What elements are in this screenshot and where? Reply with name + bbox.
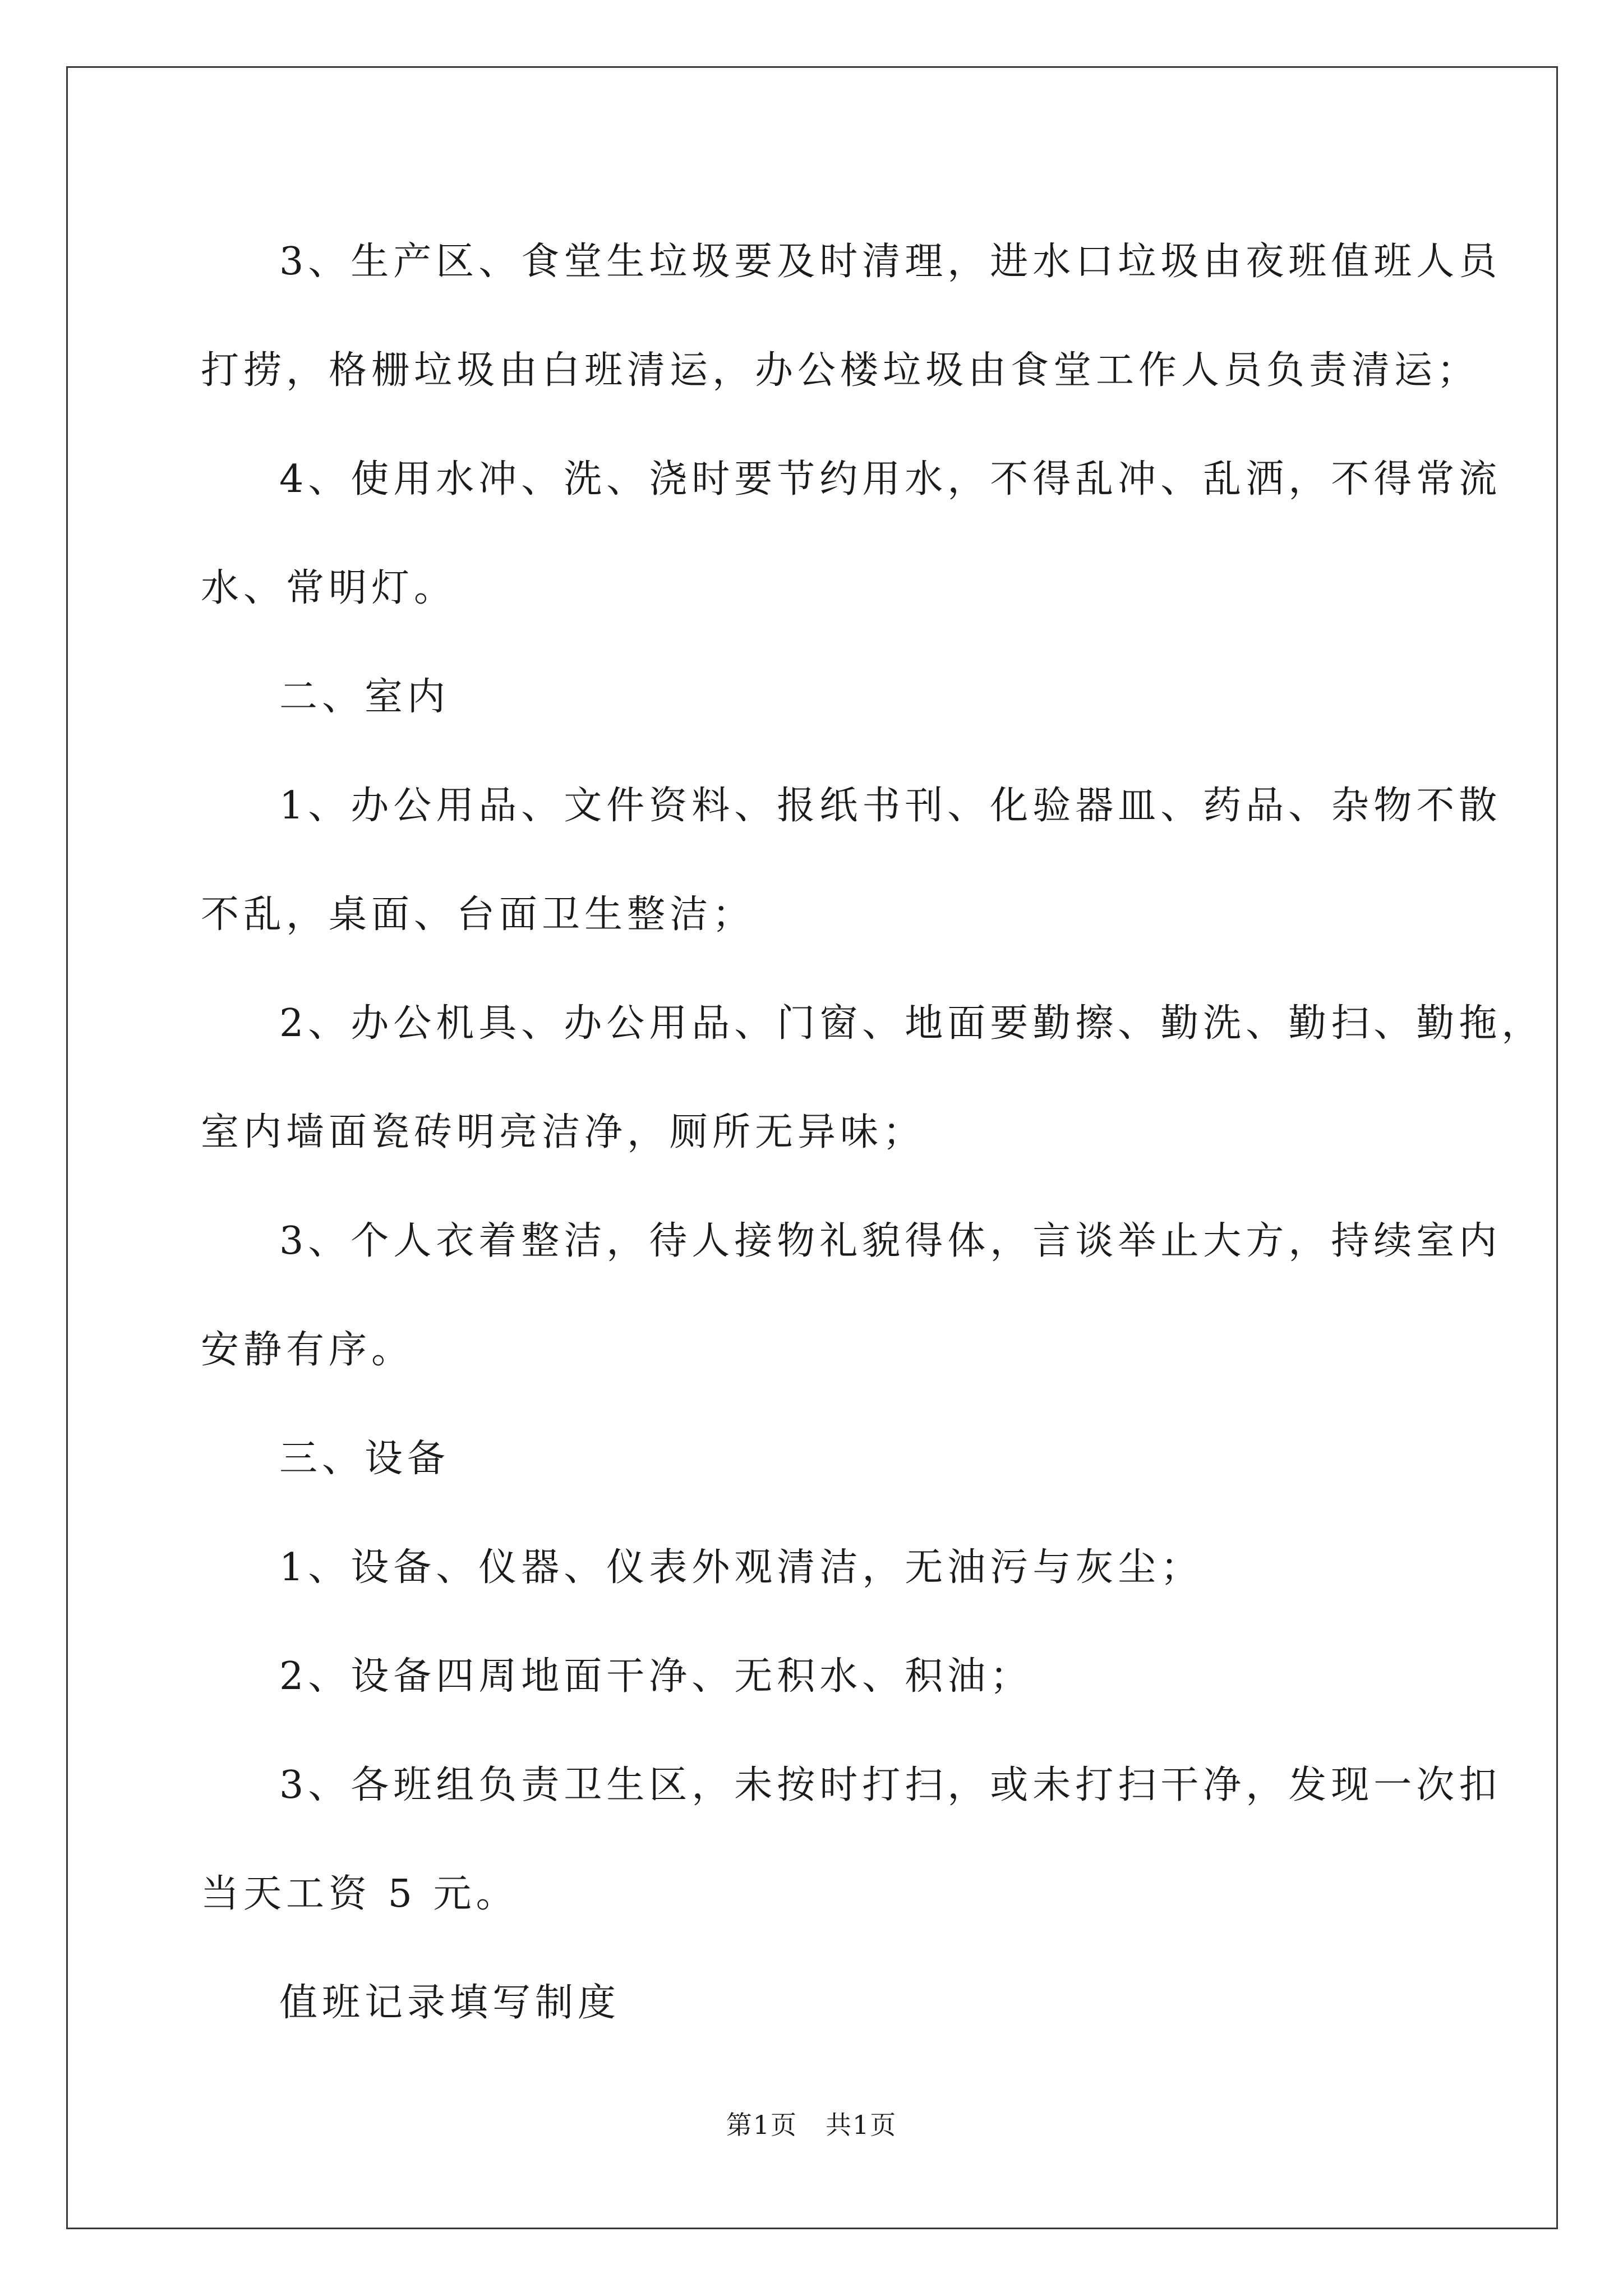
- section-heading: 二、室内: [279, 675, 450, 719]
- page-number: 第1页: [726, 2110, 797, 2140]
- paragraph-line: 不乱，桌面、台面卫生整洁；: [201, 892, 755, 937]
- paragraph-line: 3、各班组负责卫生区，未按时打扫，或未打扫干净，发现一次扣: [279, 1763, 1502, 1807]
- paragraph-line: 1、设备、仪器、仪表外观清洁，无油污与灰尘；: [279, 1545, 1204, 1590]
- paragraph-line: 4、使用水冲、洗、浇时要节约用水，不得乱冲、乱洒，不得常流: [279, 457, 1502, 501]
- paragraph-line: 3、生产区、食堂生垃圾要及时清理，进水口垃圾由夜班值班人员: [279, 240, 1502, 284]
- section-heading: 三、设备: [279, 1437, 450, 1481]
- paragraph-line: 水、常明灯。: [201, 566, 457, 610]
- paragraph-line: 2、设备四周地面干净、无积水、积油；: [279, 1654, 1033, 1699]
- paragraph-line: 打捞，格栅垃圾由白班清运，办公楼垃圾由食堂工作人员负责清运；: [201, 348, 1480, 393]
- paragraph-line: 安静有序。: [201, 1328, 414, 1372]
- paragraph-line: 2、办公机具、办公用品、门窗、地面要勤擦、勤洗、勤扫、勤拖，: [279, 1001, 1544, 1046]
- paragraph-line: 3、个人衣着整洁，待人接物礼貌得体，言谈举止大方，持续室内: [279, 1219, 1502, 1263]
- paragraph-line: 1、办公用品、文件资料、报纸书刊、化验器皿、药品、杂物不散: [279, 784, 1502, 828]
- document-body: [201, 208, 1544, 2058]
- section-heading: 值班记录填写制度: [279, 1981, 621, 2025]
- page-total: 共1页: [826, 2110, 897, 2140]
- page-footer: [0, 2105, 1623, 2142]
- paragraph-line: 室内墙面瓷砖明亮洁净，厕所无异味；: [201, 1110, 926, 1154]
- paragraph-line: 当天工资 5 元。: [201, 1872, 519, 1916]
